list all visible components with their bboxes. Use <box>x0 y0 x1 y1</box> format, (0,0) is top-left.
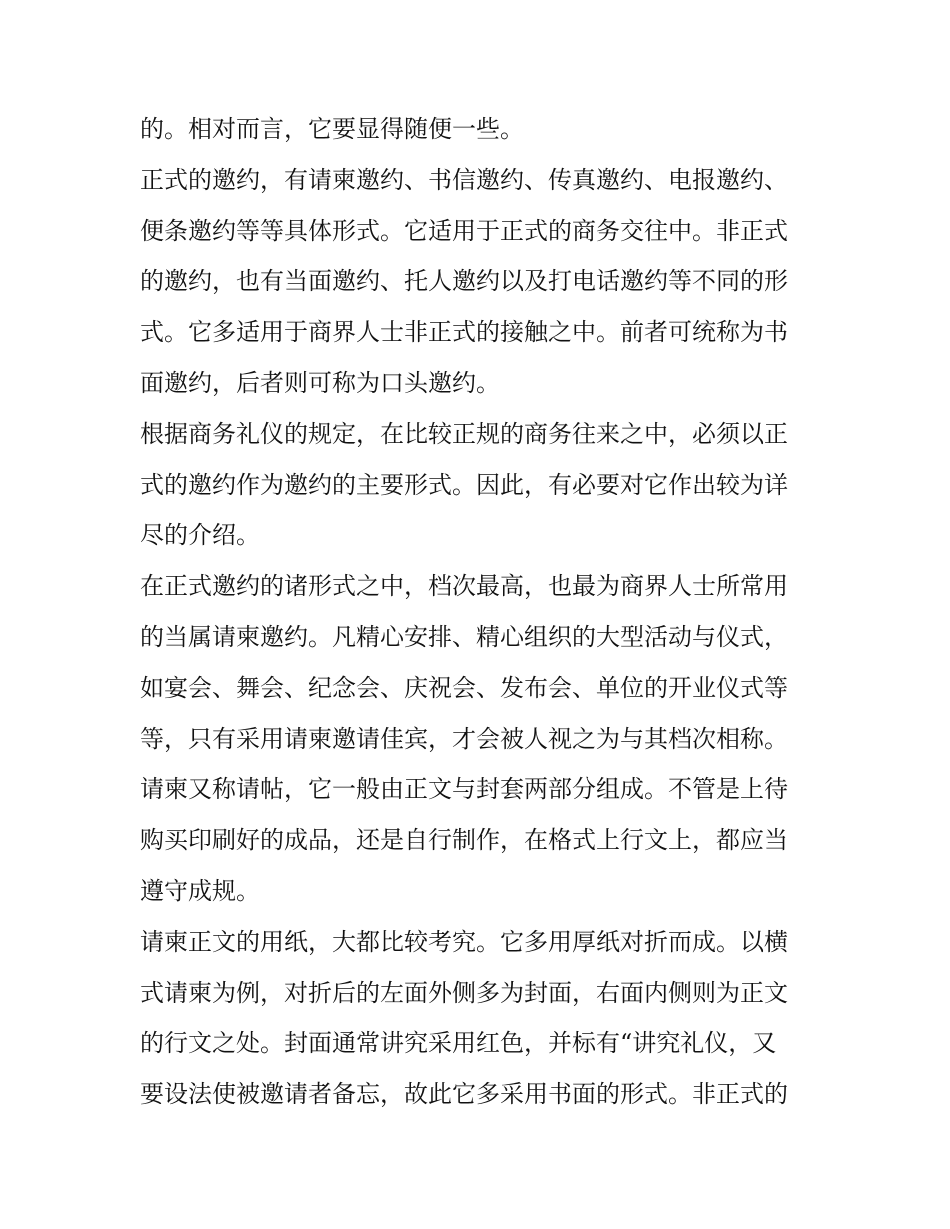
text-line: 正式的邀约，有请柬邀约、书信邀约、传真邀约、电报邀约、 <box>140 165 788 194</box>
text-line: 尽的介绍。 <box>140 521 260 550</box>
text-line: 购买印刷好的成品，还是自行制作，在格式上行文上，都应当 <box>140 826 788 855</box>
text-line: 要设法使被邀请者备忘，故此它多采用书面的形式。非正式的 <box>140 1080 788 1109</box>
text-line: 如宴会、舞会、纪念会、庆祝会、发布会、单位的开业仪式等 <box>140 673 788 702</box>
text-line: 式。它多适用于商界人士非正式的接触之中。前者可统称为书 <box>140 318 788 347</box>
text-line: 在正式邀约的诸形式之中，档次最高，也最为商界人士所常用 <box>140 572 788 601</box>
text-line: 请柬正文的用纸，大都比较考究。它多用厚纸对折而成。以横 <box>140 927 788 956</box>
text-line: 面邀约，后者则可称为口头邀约。 <box>140 368 500 397</box>
text-line: 请柬又称请帖，它一般由正文与封套两部分组成。不管是上待 <box>140 775 788 804</box>
text-line: 的行文之处。封面通常讲究采用红色，并标有“讲究礼仪，又 <box>140 1029 777 1058</box>
text-line: 式请柬为例，对折后的左面外侧多为封面，右面内侧则为正文 <box>140 978 788 1007</box>
text-line: 便条邀约等等具体形式。它适用于正式的商务交往中。非正式 <box>140 216 788 245</box>
text-line: 等，只有采用请柬邀请佳宾，才会被人视之为与其档次相称。 <box>140 724 788 753</box>
text-line: 式的邀约作为邀约的主要形式。因此，有必要对它作出较为详 <box>140 470 788 499</box>
text-line: 的当属请柬邀约。凡精心安排、精心组织的大型活动与仪式， <box>140 622 788 651</box>
text-line: 根据商务礼仪的规定，在比较正规的商务往来之中，必须以正 <box>140 419 788 448</box>
document-body <box>140 104 830 1120</box>
text-line: 的。相对而言，它要显得随便一些。 <box>140 115 524 143</box>
text-line: 的邀约，也有当面邀约、托人邀约以及打电话邀约等不同的形 <box>140 267 788 296</box>
text-line: 遵守成规。 <box>140 876 260 905</box>
